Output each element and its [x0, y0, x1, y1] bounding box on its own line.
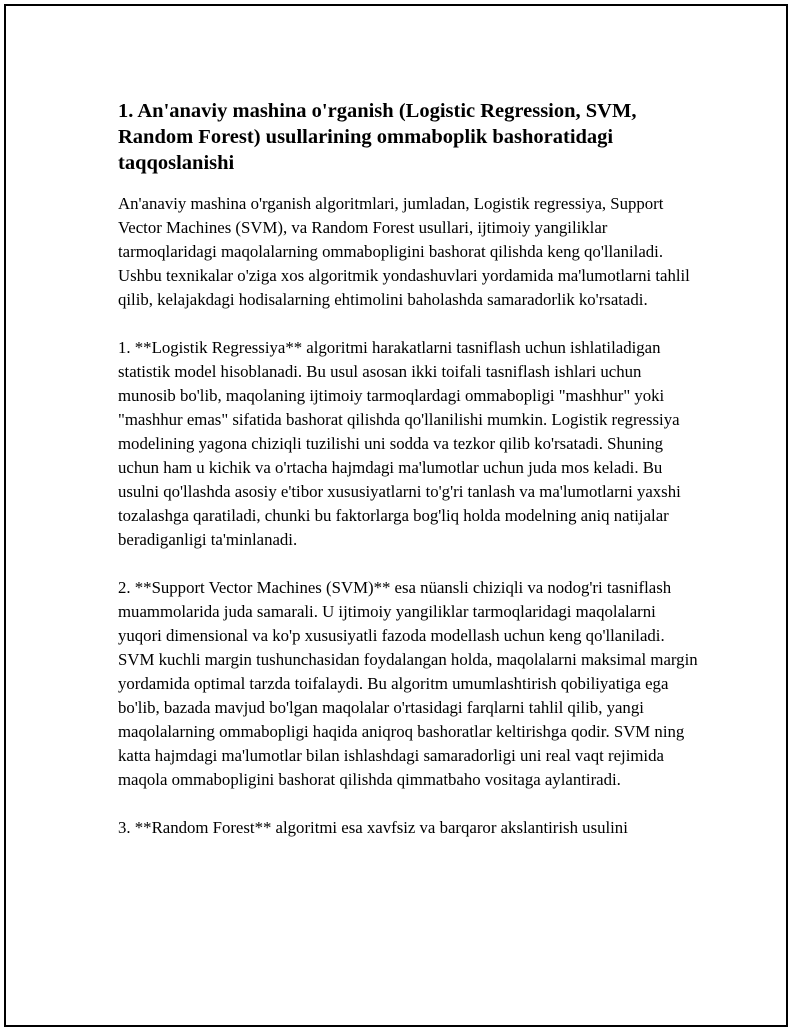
section-heading: 1. An'anaviy mashina o'rganish (Logistic Regression, SVM, Random Forest) usullarining ommaboplik bashoratidagi taqqoslanishi: [118, 100, 637, 174]
random-forest-paragraph: 3. **Random Forest** algoritmi esa xavfsiz va barqaror akslantirish usulini: [118, 818, 628, 837]
svm-paragraph: 2. **Support Vector Machines (SVM)** esa nüansli chiziqli va nodog'ri tasniflash muammolarida juda samarali. U ijtimoiy yangiliklar tarmoqlaridagi maqolalarni yuqori dimensional va ko'p xususiyatli fazoda modellash uchun keng qo'llaniladi. SVM kuchli margin tushunchasidan foydalangan holda, maqolalarni maksimal margin yordamida optimal tarzda toifalaydi. Bu algoritm umumlashtirish qobiliyatiga ega bo'lib, bazada mavjud bo'lgan maqolalar o'rtasidagi farqlarni tahlil qilib, yangi maqolalarning ommabopligi haqida aniqroq bashoratlar keltirishga qodir. SVM ning katta hajmdagi ma'lumotlar bilan ishlashdagi samaradorligi uni real vaqt rejimida maqola ommabopligini bashorat qilishda qimmatbaho vositaga aylantiradi.: [118, 578, 698, 789]
document-content: [118, 98, 698, 864]
logistic-regression-paragraph: 1. **Logistik Regressiya** algoritmi harakatlarni tasniflash uchun ishlatiladigan statistik model hisoblanadi. Bu usul asosan ikki toifali tasniflash ishlari uchun munosib bo'lib, maqolaning ijtimoiy tarmoqlardagi ommabopligi "mashhur" yoki "mashhur emas" sifatida bashorat qilishda qo'llanilishi mumkin. Logistik regressiya modelining yagona chiziqli tuzilishi uni sodda va tezkor qilib ko'rsatadi. Shuning uchun ham u kichik va o'rtacha hajmdagi ma'lumotlar uchun juda mos keladi. Bu usulni qo'llashda asosiy e'tibor xususiyatlarni to'g'ri tanlash va ma'lumotlarni yaxshi tozalashga qaratiladi, chunki bu faktorlarga bog'liq holda modelning aniq natijalar beradiganligi ta'minlanadi.: [118, 338, 681, 549]
document-page: [4, 4, 788, 1027]
intro-paragraph: An'anaviy mashina o'rganish algoritmlari, jumladan, Logistik regressiya, Support Vector Machines (SVM), va Random Forest usullari, ijtimoiy yangiliklar tarmoqlaridagi maqolalarning ommabopligini bashorat qilishda keng qo'llaniladi. Ushbu texnikalar o'ziga xos algoritmik yondashuvlari yordamida ma'lumotlarni tahlil qilib, kelajakdagi hodisalarning ehtimolini baholashda samaradorlik ko'rsatadi.: [118, 194, 690, 309]
